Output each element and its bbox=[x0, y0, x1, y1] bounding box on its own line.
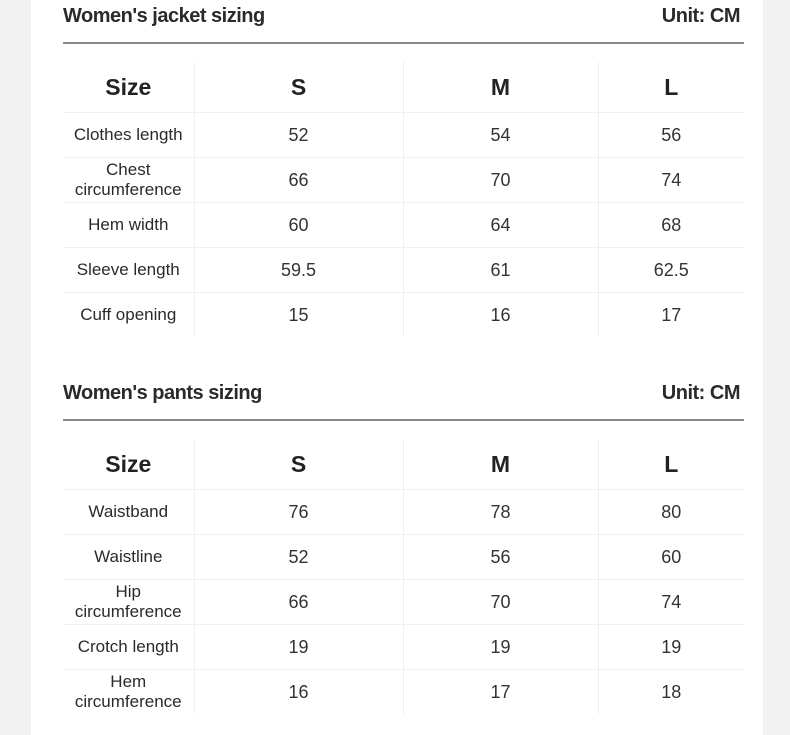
row-label: Sleeve length bbox=[63, 248, 194, 293]
pants-sizing-section bbox=[63, 377, 744, 714]
cell-s: 60 bbox=[194, 203, 403, 248]
column-header-m: M bbox=[403, 439, 598, 490]
table-row bbox=[63, 248, 744, 293]
cell-l: 62.5 bbox=[598, 248, 744, 293]
row-label: Chest circumference bbox=[63, 158, 194, 203]
table-row bbox=[63, 670, 744, 715]
cell-l: 80 bbox=[598, 490, 744, 535]
cell-s: 66 bbox=[194, 580, 403, 625]
cell-l: 74 bbox=[598, 580, 744, 625]
cell-m: 56 bbox=[403, 535, 598, 580]
jacket-section-header bbox=[63, 0, 744, 44]
cell-m: 70 bbox=[403, 580, 598, 625]
cell-l: 18 bbox=[661, 681, 682, 702]
cell-l: 60 bbox=[598, 535, 744, 580]
row-label: Clothes length bbox=[63, 113, 194, 158]
row-label: Waistline bbox=[63, 535, 194, 580]
cell-l: 68 bbox=[598, 203, 744, 248]
row-label: Hip circumference bbox=[63, 580, 194, 625]
row-label: Cuff opening bbox=[63, 293, 194, 338]
cell-s: 52 bbox=[194, 113, 403, 158]
table-row bbox=[63, 203, 744, 248]
cell-l: 56 bbox=[598, 113, 744, 158]
jacket-section-title: Women's jacket sizing bbox=[63, 5, 265, 27]
cell-s: 76 bbox=[194, 490, 403, 535]
jacket-size-table bbox=[63, 62, 744, 337]
column-header-s: S bbox=[194, 439, 403, 490]
column-header-size: Size bbox=[63, 62, 194, 113]
cell-m: 16 bbox=[403, 293, 598, 338]
cell-s: 59.5 bbox=[194, 248, 403, 293]
cell-s: 15 bbox=[194, 293, 403, 338]
cell-s: 66 bbox=[194, 158, 403, 203]
column-header-s: S bbox=[194, 62, 403, 113]
cell-s: 52 bbox=[194, 535, 403, 580]
pants-size-table bbox=[63, 439, 744, 714]
pants-section-title: Women's pants sizing bbox=[63, 382, 262, 404]
column-header-m: M bbox=[403, 62, 598, 113]
row-label: Waistband bbox=[63, 490, 194, 535]
cell-m: 70 bbox=[403, 158, 598, 203]
jacket-sizing-section bbox=[63, 0, 744, 337]
cell-l: 17 bbox=[661, 304, 682, 325]
cell-m: 17 bbox=[403, 670, 598, 715]
pants-unit-label: Unit: CM bbox=[661, 382, 740, 404]
table-row bbox=[63, 535, 744, 580]
table-row bbox=[63, 625, 744, 670]
cell-l: 74 bbox=[598, 158, 744, 203]
row-label: Hem width bbox=[63, 203, 194, 248]
table-row bbox=[63, 580, 744, 625]
pants-section-header bbox=[63, 377, 744, 421]
cell-m: 64 bbox=[403, 203, 598, 248]
row-label: Crotch length bbox=[63, 625, 194, 670]
cell-l: 19 bbox=[598, 625, 744, 670]
cell-m: 61 bbox=[403, 248, 598, 293]
cell-s: 19 bbox=[194, 625, 403, 670]
table-header-row bbox=[63, 62, 744, 113]
column-header-l: L bbox=[598, 62, 744, 113]
size-chart-card bbox=[31, 0, 763, 735]
table-row bbox=[63, 113, 744, 158]
column-header-l: L bbox=[598, 439, 744, 490]
cell-m: 19 bbox=[403, 625, 598, 670]
table-row bbox=[63, 293, 744, 338]
column-header-size: Size bbox=[63, 439, 194, 490]
cell-m: 54 bbox=[403, 113, 598, 158]
table-row bbox=[63, 490, 744, 535]
table-row bbox=[63, 158, 744, 203]
jacket-unit-label: Unit: CM bbox=[661, 5, 740, 27]
row-label: Hem circumference bbox=[63, 670, 194, 715]
cell-s: 16 bbox=[194, 670, 403, 715]
table-header-row bbox=[63, 439, 744, 490]
cell-m: 78 bbox=[403, 490, 598, 535]
